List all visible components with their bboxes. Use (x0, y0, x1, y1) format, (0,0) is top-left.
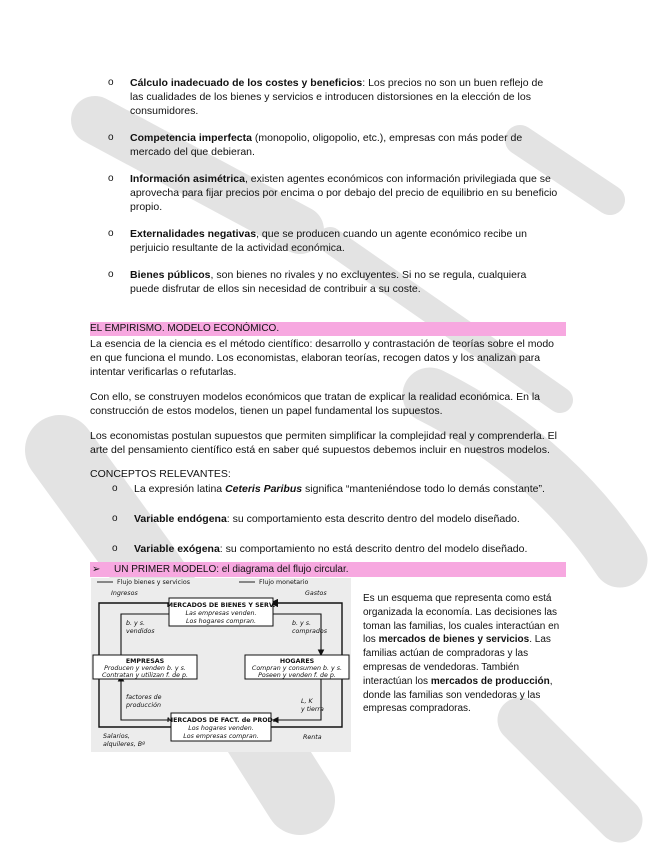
list-item (108, 131, 558, 159)
firms-line1: Producen y venden b. y s. (104, 665, 186, 672)
label-factors-2: producción (126, 702, 161, 709)
diagram-description (363, 592, 563, 716)
market-failure-list (108, 76, 558, 309)
bullet-marker: o (112, 483, 118, 494)
section-heading-text: UN PRIMER MODELO: el diagrama del flujo circular. (114, 564, 349, 575)
households-title: HOGARES (279, 658, 315, 665)
section-heading-flujo-circular (90, 562, 566, 577)
description-text: , donde las familias son vendedoras y las empresas compradoras. (363, 675, 553, 715)
paragraph-1: La esencia de la ciencia es el método científico: desarrollo y contrastación de teorías sobre el modo en que funciona el mundo. Los economistas, elaboran teorías, recogen datos y los analizan para intentar verificarlas o refutarlas. (90, 338, 555, 378)
label-lk-2: y tierra (301, 706, 324, 713)
bullet-marker: o (108, 228, 114, 239)
label-ingresos: Ingresos (111, 590, 138, 597)
list-item-text: (monopolio, oligopolio, etc.), empresas con más poder de mercado del que debieran. (130, 132, 523, 158)
bullet-marker: o (108, 173, 114, 184)
arrow-bullet-icon: ➢ (92, 564, 101, 575)
goods-market-title: MERCADOS DE BIENES Y SERV. (166, 602, 276, 609)
factor-market-title: MERCADOS DE FACT. de PROD. (166, 717, 276, 724)
list-item (112, 512, 562, 526)
list-item (108, 227, 558, 255)
label-lk-1: L, K (301, 698, 313, 705)
description-bold-term: mercados de bienes y servicios (378, 634, 530, 646)
section-heading-empirismo: EL EMPIRISMO. MODELO ECONÓMICO. (90, 322, 566, 336)
concept-term: Variable endógena (134, 513, 227, 525)
firms-title: EMPRESAS (125, 658, 165, 665)
bullet-marker: o (108, 132, 114, 143)
list-item-term: Externalidades negativas (130, 228, 257, 240)
paragraph-2: Con ello, se construyen modelos económicos que tratan de explicar la realidad económica. En la construcción de estos modelos, tienen un papel fundamental los supuestos. (90, 391, 541, 417)
concept-term: Ceteris Paribus (225, 483, 303, 495)
firms-line2: Contratan y utilizan f. de p. (101, 672, 189, 679)
households-line1: Compran y consumen b. y s. (251, 665, 343, 672)
label-wages-2: alquileres, Bº (103, 741, 146, 748)
legend-money: Flujo monetario (259, 579, 309, 586)
bullet-marker: o (108, 77, 114, 88)
description-text: Es un esquema que representa como está organizada la economía. Las decisiones las toman las familias, los cuales interactúan en los (363, 593, 560, 646)
label-factors-1: factores de (126, 694, 162, 701)
list-item-text: , que se producen cuando un agente económico recibe un perjuicio resultante de la actividad económica. (130, 228, 527, 254)
description-bold-term: mercados de producción (430, 675, 550, 687)
circular-flow-diagram (91, 578, 351, 752)
concept-term: Variable exógena (134, 543, 220, 555)
list-item (108, 268, 558, 296)
goods-market-line2: Los hogares compran. (186, 618, 256, 625)
list-item-text: : Los precios no son un buen reflejo de las cualidades de los bienes y servicios e introducen distorsiones en la elección de los consumidores. (130, 77, 544, 117)
concepts-list (112, 482, 562, 572)
concept-text: : su comportamiento esta descrito dentro del modelo diseñado. (226, 513, 520, 525)
label-sold-1: b. y s. (126, 620, 146, 627)
circular-flow-svg (91, 578, 351, 752)
bullet-marker: o (112, 543, 118, 554)
label-bought-2: comprados (292, 628, 328, 635)
label-wages-1: Salarios, (103, 733, 130, 740)
list-item-text: , son bienes no rivales y no excluyentes. Si no se regula, cualquiera puede disfrutar de ellos sin necesidad de contribuir a su coste. (130, 269, 527, 295)
concepts-label: CONCEPTOS RELEVANTES: (90, 468, 231, 480)
list-item-term: Bienes públicos (130, 269, 211, 281)
paragraph-3: Los economistas postulan supuestos que permiten simplificar la complejidad real y comprenderla. El arte del pensamiento científico está en saber qué supuestos debemos incluir en nuestros modelos. (90, 430, 557, 456)
factor-market-line1: Los hogares venden. (188, 725, 254, 732)
label-sold-2: vendidos (126, 628, 155, 635)
list-item-term: Información asimétrica (130, 173, 245, 185)
bullet-marker: o (112, 513, 118, 524)
legend-goods: Flujo bienes y servicios (117, 579, 191, 586)
list-item (108, 172, 558, 214)
factor-market-line2: Los empresas compran. (183, 733, 259, 740)
list-item (108, 76, 558, 118)
list-item (112, 542, 562, 556)
households-line2: Poseen y venden f. de p. (258, 672, 336, 679)
list-item (112, 482, 562, 496)
concept-text: : su comportamiento no está descrito dentro del modelo diseñado. (219, 543, 528, 555)
bullet-marker: o (108, 269, 114, 280)
label-renta: Renta (303, 734, 322, 741)
concept-pre: La expresión latina (134, 483, 226, 495)
list-item-term: Competencia imperfecta (130, 132, 252, 144)
list-item-term: Cálculo inadecuado de los costes y beneficios (130, 77, 363, 89)
concept-text: significa “manteniéndose todo lo demás constante”. (302, 483, 545, 495)
label-gastos: Gastos (305, 590, 327, 597)
flow-factors-sold-line (273, 676, 321, 720)
goods-market-line1: Las empresas venden. (185, 610, 257, 617)
description-text: . Las familias actúan de compradoras y las empresas de vendedoras. También interactúan los (363, 634, 551, 687)
label-bought-1: b. y s. (292, 620, 312, 627)
list-item-text: , existen agentes económicos con información privilegiada que se aprovecha para fijar precios por encima o por debajo del precio de equilibrio en su beneficio propio. (130, 173, 558, 213)
